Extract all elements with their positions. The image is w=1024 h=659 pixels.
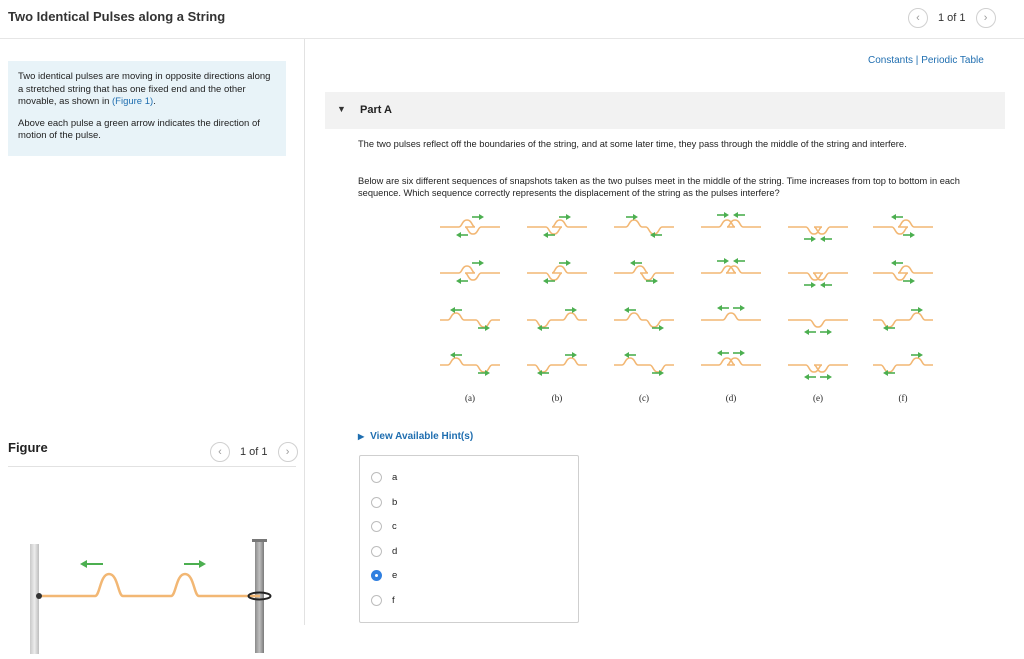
figure-1-image bbox=[8, 494, 278, 659]
periodic-table-link[interactable]: Periodic Table bbox=[921, 55, 984, 66]
radio-b[interactable] bbox=[371, 497, 382, 508]
left-panel bbox=[0, 39, 305, 625]
figure-pager bbox=[210, 442, 298, 462]
constants-links bbox=[868, 55, 984, 66]
prev-page-button[interactable] bbox=[908, 8, 928, 28]
sequence-(d) bbox=[701, 212, 761, 403]
radio-f[interactable] bbox=[371, 595, 382, 606]
arrow-left-icon bbox=[733, 258, 745, 264]
arrow-left-icon bbox=[537, 325, 549, 331]
arrow-right-icon bbox=[903, 278, 915, 284]
expand-triangle-icon: ▶ bbox=[358, 432, 365, 441]
arrow-left-icon bbox=[450, 352, 462, 358]
radio-e[interactable] bbox=[371, 570, 382, 581]
arrow-left-icon bbox=[804, 374, 816, 380]
part-a-header[interactable] bbox=[325, 92, 1005, 129]
figure-page-count: 1 of 1 bbox=[240, 446, 268, 458]
arrow-left-icon bbox=[891, 260, 903, 266]
figure-prev-button[interactable] bbox=[210, 442, 230, 462]
option-b[interactable] bbox=[371, 497, 397, 508]
string-snapshot bbox=[527, 313, 587, 327]
sequence-(b) bbox=[527, 214, 587, 403]
intro-text-1-end: . bbox=[153, 96, 156, 107]
option-e[interactable] bbox=[371, 570, 397, 581]
arrow-left-icon bbox=[624, 352, 636, 358]
sequence-(e) bbox=[788, 227, 848, 403]
arrow-left-icon bbox=[630, 260, 642, 266]
arrow-left-icon bbox=[891, 214, 903, 220]
option-d[interactable] bbox=[371, 546, 397, 557]
arrow-right-icon bbox=[565, 307, 577, 313]
arrow-right-icon bbox=[911, 307, 923, 313]
arrow-left-icon bbox=[820, 282, 832, 288]
view-hints-label: View Available Hint(s) bbox=[370, 431, 474, 442]
option-f[interactable] bbox=[371, 595, 395, 606]
arrow-right-icon bbox=[472, 214, 484, 220]
question-text-1: The two pulses reflect off the boundaries of the string, and at some later time, they pass through the middle of the string and interfere. bbox=[358, 139, 907, 149]
arrow-left-icon bbox=[820, 236, 832, 242]
arrow-right-icon bbox=[733, 350, 745, 356]
arrow-right-icon bbox=[733, 305, 745, 311]
option-label-b: b bbox=[392, 496, 398, 508]
top-bar bbox=[0, 0, 1024, 39]
arrow-right-icon bbox=[626, 214, 638, 220]
string-snapshot bbox=[440, 358, 500, 372]
next-page-button[interactable] bbox=[976, 8, 996, 28]
string-snapshot bbox=[614, 266, 674, 280]
radio-a[interactable] bbox=[371, 472, 382, 483]
option-label-a: a bbox=[392, 472, 398, 483]
arrow-left-icon bbox=[733, 212, 745, 218]
string-snapshot bbox=[788, 273, 848, 280]
figure-next-button[interactable] bbox=[278, 442, 298, 462]
string-snapshot bbox=[527, 266, 587, 280]
string-snapshot bbox=[440, 220, 500, 234]
arrow-right-icon bbox=[565, 352, 577, 358]
arrow-left-icon bbox=[883, 325, 895, 331]
option-a[interactable] bbox=[371, 472, 397, 483]
arrow-left-icon bbox=[537, 370, 549, 376]
string-snapshot bbox=[701, 220, 761, 227]
arrow-right-icon bbox=[911, 352, 923, 358]
sequence-label: (b) bbox=[551, 393, 563, 403]
arrow-left-icon bbox=[80, 560, 103, 568]
sequence-(a) bbox=[440, 214, 500, 403]
fixed-end-knot bbox=[36, 593, 42, 599]
sequence-(c) bbox=[614, 214, 674, 403]
sequence-label: (a) bbox=[465, 393, 475, 403]
part-a-label: Part A bbox=[360, 104, 392, 116]
arrow-right-icon bbox=[820, 329, 832, 335]
string-snapshot bbox=[788, 227, 848, 234]
snapshot-sequences-image bbox=[425, 205, 945, 405]
chevron-right-icon: › bbox=[983, 12, 988, 24]
sequence-label: (c) bbox=[639, 393, 649, 403]
arrow-left-icon bbox=[624, 307, 636, 313]
option-label-e: e bbox=[392, 570, 398, 581]
top-pager bbox=[908, 8, 996, 28]
arrow-right-icon bbox=[717, 212, 729, 218]
arrow-left-icon bbox=[543, 232, 555, 238]
option-label-d: d bbox=[392, 545, 398, 557]
arrow-right-icon bbox=[903, 232, 915, 238]
arrow-right-icon bbox=[646, 278, 658, 284]
string-snapshot bbox=[527, 358, 587, 372]
arrow-right-icon bbox=[804, 282, 816, 288]
chevron-right-icon: › bbox=[285, 446, 290, 458]
chevron-left-icon: ‹ bbox=[218, 446, 222, 458]
arrow-right-icon bbox=[559, 260, 571, 266]
string-snapshot bbox=[873, 313, 933, 327]
arrow-left-icon bbox=[717, 350, 729, 356]
arrow-right-icon bbox=[559, 214, 571, 220]
radio-d[interactable] bbox=[371, 546, 382, 557]
page-count: 1 of 1 bbox=[938, 12, 966, 24]
sequence-(f) bbox=[873, 214, 933, 403]
chevron-left-icon: ‹ bbox=[916, 12, 920, 24]
string-snapshot bbox=[614, 358, 674, 372]
string-snapshot bbox=[701, 313, 761, 320]
sequence-label: (e) bbox=[813, 393, 823, 403]
arrow-left-icon bbox=[717, 305, 729, 311]
figure-divider bbox=[8, 466, 296, 467]
string-snapshot bbox=[873, 220, 933, 234]
intro-paragraph-2: Above each pulse a green arrow indicates the direction of motion of the pulse. bbox=[18, 117, 260, 141]
arrow-left-icon bbox=[456, 278, 468, 284]
string-snapshot bbox=[788, 320, 848, 327]
arrow-left-icon bbox=[456, 232, 468, 238]
answer-options bbox=[359, 455, 579, 623]
option-label-c: c bbox=[392, 521, 397, 532]
arrow-right-icon bbox=[184, 560, 206, 568]
arrow-right-icon bbox=[472, 260, 484, 266]
intro-text-1: Two identical pulses are moving in opposite directions along a stretched string that has one fixed end and the other movable, as shown in bbox=[18, 71, 271, 107]
view-hints-link[interactable] bbox=[358, 431, 473, 442]
figure-1-link[interactable]: (Figure 1) bbox=[112, 96, 154, 107]
arrow-left-icon bbox=[543, 278, 555, 284]
question-text-2: Below are six different sequences of snapshots taken as the two pulses meet in the middle of the string. Time increases from top to bottom in each sequence. Which sequence correctly represents the displacement of the string as the pulses interfere? bbox=[358, 176, 960, 198]
arrow-right-icon bbox=[804, 236, 816, 242]
string-snapshot bbox=[440, 266, 500, 280]
constants-link[interactable]: Constants bbox=[868, 55, 914, 66]
arrow-right-icon bbox=[717, 258, 729, 264]
figure-label: Figure bbox=[8, 440, 48, 455]
string-snapshot bbox=[701, 266, 761, 273]
sequence-label: (f) bbox=[898, 393, 908, 403]
arrow-left-icon bbox=[883, 370, 895, 376]
link-separator: | bbox=[913, 55, 922, 66]
string-snapshot bbox=[440, 313, 500, 327]
arrow-right-icon bbox=[478, 370, 490, 376]
arrow-right-icon bbox=[478, 325, 490, 331]
arrow-left-icon bbox=[804, 329, 816, 335]
arrow-right-icon bbox=[820, 374, 832, 380]
intro-box bbox=[8, 61, 286, 156]
option-c[interactable] bbox=[371, 521, 397, 532]
string-snapshot bbox=[873, 358, 933, 372]
string-snapshot bbox=[614, 313, 674, 327]
arrow-left-icon bbox=[450, 307, 462, 313]
page-title: Two Identical Pulses along a String bbox=[8, 9, 226, 24]
arrow-right-icon bbox=[652, 325, 664, 331]
intro-paragraph-1 bbox=[18, 71, 276, 109]
fixed-wall bbox=[30, 544, 39, 654]
string-figure bbox=[39, 574, 260, 596]
string-snapshot bbox=[788, 365, 848, 372]
option-label-f: f bbox=[392, 594, 395, 606]
string-snapshot bbox=[873, 266, 933, 280]
string-snapshot bbox=[701, 358, 761, 365]
collapse-triangle-icon: ▼ bbox=[337, 104, 346, 114]
sequence-label: (d) bbox=[725, 393, 737, 403]
arrow-right-icon bbox=[652, 370, 664, 376]
string-snapshot bbox=[527, 220, 587, 234]
string-snapshot bbox=[614, 220, 674, 234]
radio-c[interactable] bbox=[371, 521, 382, 532]
